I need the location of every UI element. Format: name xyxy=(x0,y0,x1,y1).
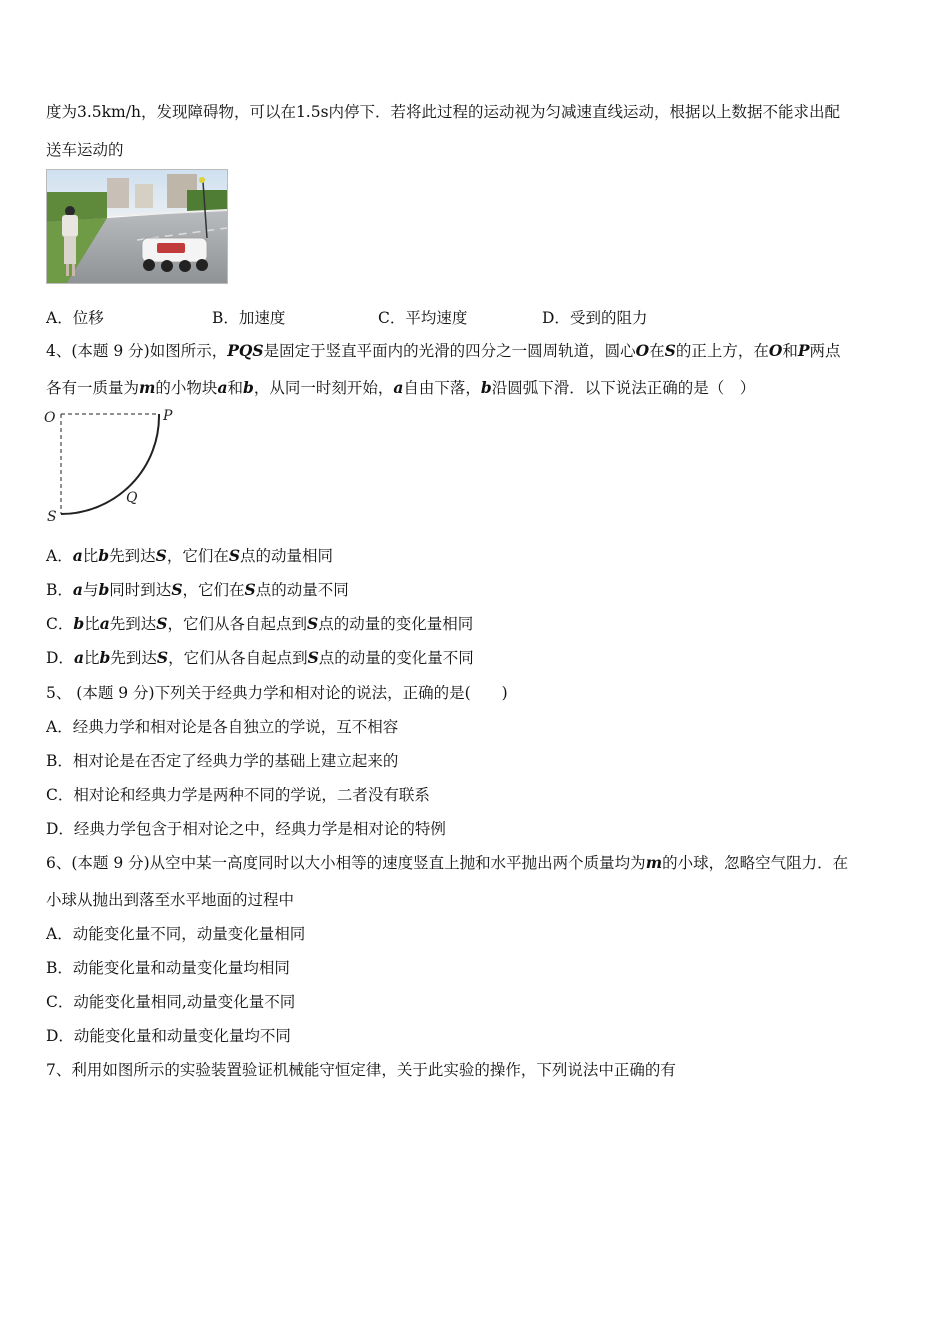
q4-option-a[interactable]: A．a比b先到达S，它们在S点的动量相同 xyxy=(46,546,334,565)
delivery-robot-photo xyxy=(46,169,228,284)
arc-track-pqs xyxy=(61,414,159,514)
q5-option-a[interactable]: A．经典力学和相对论是各自独立的学说，互不相容 xyxy=(46,718,399,736)
q4-option-d[interactable]: D．a比b先到达S，它们从各自起点到S点的动量的变化量不同 xyxy=(46,648,474,667)
q3-option-a[interactable]: A．位移 xyxy=(46,309,104,327)
q5-option-c[interactable]: C．相对论和经典力学是两种不同的学说，二者没有联系 xyxy=(46,786,430,804)
q4-option-c[interactable]: C．b比a先到达S，它们从各自起点到S点的动量的变化量相同 xyxy=(46,614,474,633)
q5-stem: 5、 (本题 9 分)下列关于经典力学和相对论的说法，正确的是( ) xyxy=(46,684,508,702)
q3-option-c[interactable]: C．平均速度 xyxy=(378,309,468,327)
q6-option-b[interactable]: B．动能变化量和动量变化量均相同 xyxy=(46,959,290,977)
q6-option-d[interactable]: D．动能变化量和动量变化量均不同 xyxy=(46,1027,291,1045)
label-s: S xyxy=(47,509,57,525)
q6-stem-line-1: 6、(本题 9 分)从空中某一高度同时以大小相等的速度竖直上抛和水平抛出两个质量均为m的小球，忽略空气阻力．在 xyxy=(46,853,849,872)
label-o: O xyxy=(44,410,56,426)
label-p: P xyxy=(163,408,173,424)
q3-option-d[interactable]: D．受到的阻力 xyxy=(542,309,648,327)
delivery-robot-photo-illustration xyxy=(47,170,227,283)
q3-option-b[interactable]: B．加速度 xyxy=(212,309,286,327)
q7-stem: 7、利用如图所示的实验装置验证机械能守恒定律，关于此实验的操作，下列说法中正确的有 xyxy=(46,1061,676,1079)
q4-option-b[interactable]: B．a与b同时到达S，它们在S点的动量不同 xyxy=(46,580,349,599)
q5-option-b[interactable]: B．相对论是在否定了经典力学的基础上建立起来的 xyxy=(46,752,399,770)
q3-stem-line-2: 送车运动的 xyxy=(46,141,124,159)
q4-stem-line-1: 4、(本题 9 分)如图所示，PQS是固定于竖直平面内的光滑的四分之一圆周轨道，圆心O在S的正上方，在O和P两点 xyxy=(46,341,841,360)
q6-stem-line-2: 小球从抛出到落至水平地面的过程中 xyxy=(46,891,295,909)
q4-stem-line-2: 各有一质量为m的小物块a和b，从同一时刻开始，a自由下落，b沿圆弧下滑．以下说法正确的是（ ） xyxy=(46,378,756,397)
label-q: Q xyxy=(126,490,138,506)
q3-stem-line-1: 度为3.5km/h，发现障碍物，可以在1.5s内停下．若将此过程的运动视为匀减速直线运动，根据以上数据不能求出配 xyxy=(46,103,841,121)
q5-option-d[interactable]: D．经典力学包含于相对论之中，经典力学是相对论的特例 xyxy=(46,820,446,838)
quarter-circle-track-diagram xyxy=(44,404,179,526)
q3-options xyxy=(46,306,746,326)
q6-option-c[interactable]: C．动能变化量相同,动量变化量不同 xyxy=(46,993,296,1011)
q6-option-a[interactable]: A．动能变化量不同，动量变化量相同 xyxy=(46,925,306,943)
